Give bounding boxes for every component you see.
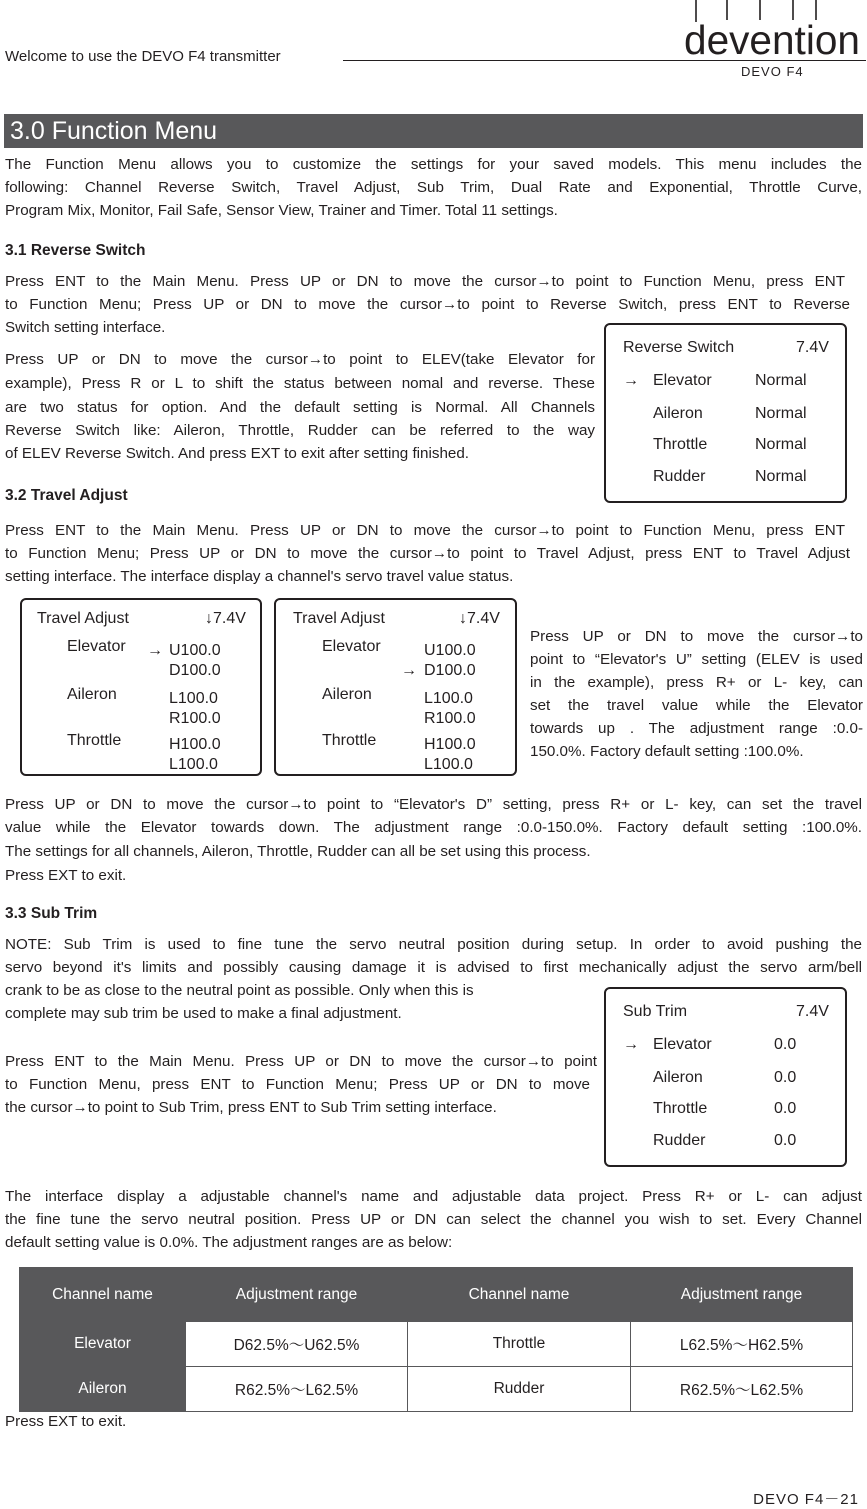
lcd-channel: Rudder xyxy=(653,468,706,485)
paragraph-line: Switch setting interface. xyxy=(5,319,166,336)
table-header-cell: Channel name xyxy=(20,1268,186,1322)
paragraph-line: point to “Elevator's U” setting (ELEV is used xyxy=(530,651,863,668)
paragraph-line: towards up . The adjustment range :0.0- xyxy=(530,720,863,737)
table-cell: Aileron xyxy=(20,1367,186,1412)
lcd-cursor-arrow: → xyxy=(623,372,639,389)
lcd-channel: Throttle xyxy=(322,732,377,749)
lcd-voltage: ↓7.4V xyxy=(205,610,246,627)
paragraph-line: setting interface. The interface display a channel's servo travel value status. xyxy=(5,568,514,585)
lcd-channel: Throttle xyxy=(653,1100,708,1117)
heading-sub-trim: 3.3 Sub Trim xyxy=(5,905,98,922)
paragraph-line: Press EXT to exit. xyxy=(5,867,127,884)
lcd-value: Normal xyxy=(755,405,807,422)
paragraph-line: set the travel value while the Elevator xyxy=(530,697,863,714)
lcd-value: R100.0 xyxy=(424,710,476,727)
paragraph-line: Press UP or DN to move the cursor→to point to ELEV(take Elevator for xyxy=(5,351,595,368)
lcd-value: 0.0 xyxy=(774,1100,797,1117)
paragraph-line: servo beyond it's limits and possibly causing damage it is advised to first mechanically adjust the servo arm/bell xyxy=(5,959,862,976)
paragraph-line: Press ENT to the Main Menu. Press UP or DN to move the cursor→to point xyxy=(5,1053,597,1070)
lcd-channel: Elevator xyxy=(653,1036,712,1053)
paragraph-line: Press EXT to exit. xyxy=(5,1413,127,1430)
header-rule xyxy=(343,60,866,61)
intro-line: following: Channel Reverse Switch, Travel Adjust, Sub Trim, Dual Rate and Exponential, Throttle Curve, xyxy=(5,179,862,196)
paragraph-line: are two status for option. And the default setting is Normal. All Channels xyxy=(5,399,595,416)
paragraph-line: Press ENT to the Main Menu. Press UP or DN to move the cursor→to point to Function Menu, press ENT xyxy=(5,273,845,290)
paragraph-line: default setting value is 0.0%. The adjustment ranges are as below: xyxy=(5,1234,453,1251)
logo-text: devention xyxy=(684,17,860,58)
lcd-channel: Aileron xyxy=(322,686,372,703)
paragraph-line: Press UP or DN to move the cursor→to xyxy=(530,628,863,645)
lcd-channel: Elevator xyxy=(322,638,381,655)
paragraph-line: in the example), press R+ or L- key, can xyxy=(530,674,863,691)
lcd-value: 0.0 xyxy=(774,1069,797,1086)
header-welcome: Welcome to use the DEVO F4 transmitter xyxy=(5,48,281,65)
paragraph-line: NOTE: Sub Trim is used to fine tune the servo neutral position during setup. In order to avoid pushing the xyxy=(5,936,862,953)
lcd-channel: Aileron xyxy=(653,1069,703,1086)
page-footer: DEVO F4－21 xyxy=(753,1491,859,1508)
paragraph-line: The interface display a adjustable channel's name and adjustable data project. Press R+ or L- can adjust xyxy=(5,1188,862,1205)
lcd-value: D100.0 xyxy=(424,662,476,679)
lcd-reverse-switch xyxy=(604,323,847,503)
lcd-value: L100.0 xyxy=(424,690,473,707)
paragraph-line: to Function Menu, press ENT to Function Menu; Press UP or DN to move xyxy=(5,1076,590,1093)
table-header-cell: Channel name xyxy=(408,1268,631,1322)
lcd-channel: Throttle xyxy=(653,436,708,453)
table-cell: R62.5%～L62.5% xyxy=(186,1367,408,1412)
lcd-title: Travel Adjust xyxy=(37,610,129,627)
lcd-value: Normal xyxy=(755,468,807,485)
paragraph-line: crank to be as close to the neutral point as possible. Only when this is xyxy=(5,982,474,999)
lcd-value: R100.0 xyxy=(169,710,221,727)
table-header-row xyxy=(20,1268,853,1322)
lcd-voltage: 7.4V xyxy=(796,1003,829,1020)
adjustment-range-table xyxy=(19,1267,853,1412)
heading-reverse-switch: 3.1 Reverse Switch xyxy=(5,242,146,259)
lcd-value: U100.0 xyxy=(424,642,476,659)
intro-line: Program Mix, Monitor, Fail Safe, Sensor View, Trainer and Timer. Total 11 settings. xyxy=(5,202,558,219)
paragraph-line: to Function Menu; Press UP or DN to move the cursor→to point to Reverse Switch, press ENT to Reverse xyxy=(5,296,850,313)
logo-subtitle: DEVO F4 xyxy=(741,64,804,79)
lcd-value: L100.0 xyxy=(169,756,218,773)
lcd-value: Normal xyxy=(755,436,807,453)
lcd-value: 0.0 xyxy=(774,1132,797,1149)
lcd-travel-adjust-down xyxy=(274,598,517,776)
paragraph-line: value while the Elevator towards down. The adjustment range :0.0-150.0%. Factory default setting :100.0%. xyxy=(5,819,862,836)
lcd-value: L100.0 xyxy=(424,756,473,773)
paragraph-line: The settings for all channels, Aileron, Throttle, Rudder can all be set using this process. xyxy=(5,843,591,860)
lcd-cursor-arrow: → xyxy=(147,642,163,659)
lcd-channel: Elevator xyxy=(67,638,126,655)
table-header-cell: Adjustment range xyxy=(631,1268,853,1322)
lcd-channel: Elevator xyxy=(653,372,712,389)
lcd-channel: Rudder xyxy=(653,1132,706,1149)
lcd-title: Sub Trim xyxy=(623,1003,688,1020)
lcd-channel: Aileron xyxy=(653,405,703,422)
lcd-voltage: ↓7.4V xyxy=(459,610,500,627)
lcd-value: Normal xyxy=(755,372,807,389)
lcd-value: 0.0 xyxy=(774,1036,797,1053)
table-row xyxy=(20,1322,853,1367)
table-cell: D62.5%～U62.5% xyxy=(186,1322,408,1367)
paragraph-line: Reverse Switch like: Aileron, Throttle, Rudder can be referred to the way xyxy=(5,422,595,439)
table-cell: Throttle xyxy=(408,1322,631,1367)
section-title: 3.0 Function Menu xyxy=(10,117,218,145)
paragraph-line: 150.0%. Factory default setting :100.0%. xyxy=(530,743,804,760)
lcd-voltage: 7.4V xyxy=(796,339,829,356)
paragraph-line: the cursor→to point to Sub Trim, press ENT to Sub Trim setting interface. xyxy=(5,1099,497,1116)
lcd-channel: Throttle xyxy=(67,732,122,749)
lcd-value: L100.0 xyxy=(169,690,218,707)
paragraph-line: example), Press R or L to shift the status between nomal and reverse. These xyxy=(5,375,595,392)
lcd-value: H100.0 xyxy=(169,736,221,753)
lcd-channel: Aileron xyxy=(67,686,117,703)
lcd-title: Reverse Switch xyxy=(623,339,735,356)
table-row xyxy=(20,1367,853,1412)
lcd-value: H100.0 xyxy=(424,736,476,753)
table-cell: Rudder xyxy=(408,1367,631,1412)
paragraph-line: of ELEV Reverse Switch. And press EXT to exit after setting finished. xyxy=(5,445,470,462)
paragraph-line: to Function Menu; Press UP or DN to move the cursor→to point to Travel Adjust, press ENT to Travel Adjust xyxy=(5,545,850,562)
intro-line: The Function Menu allows you to customize the settings for your saved models. This menu includes the xyxy=(5,156,862,173)
lcd-travel-adjust-up xyxy=(20,598,262,776)
paragraph-line: Press UP or DN to move the cursor→to point to “Elevator's D” setting, press R+ or L- key, can set the travel xyxy=(5,796,862,813)
paragraph-line: complete may sub trim be used to make a final adjustment. xyxy=(5,1005,402,1022)
lcd-sub-trim xyxy=(604,987,847,1167)
lcd-title: Travel Adjust xyxy=(293,610,385,627)
table-cell: L62.5%～H62.5% xyxy=(631,1322,853,1367)
devention-logo xyxy=(684,0,862,58)
lcd-value: U100.0 xyxy=(169,642,221,659)
lcd-cursor-arrow: → xyxy=(401,662,417,679)
lcd-cursor-arrow: → xyxy=(623,1036,639,1053)
table-cell: Elevator xyxy=(20,1322,186,1367)
paragraph-line: Press ENT to the Main Menu. Press UP or DN to move the cursor→to point to Function Menu, press ENT xyxy=(5,522,845,539)
lcd-value: D100.0 xyxy=(169,662,221,679)
table-header-cell: Adjustment range xyxy=(186,1268,408,1322)
heading-travel-adjust: 3.2 Travel Adjust xyxy=(5,487,128,504)
paragraph-line: the fine tune the servo neutral position. Press UP or DN can select the channel you wish to set. Every Channel xyxy=(5,1211,862,1228)
table-cell: R62.5%～L62.5% xyxy=(631,1367,853,1412)
